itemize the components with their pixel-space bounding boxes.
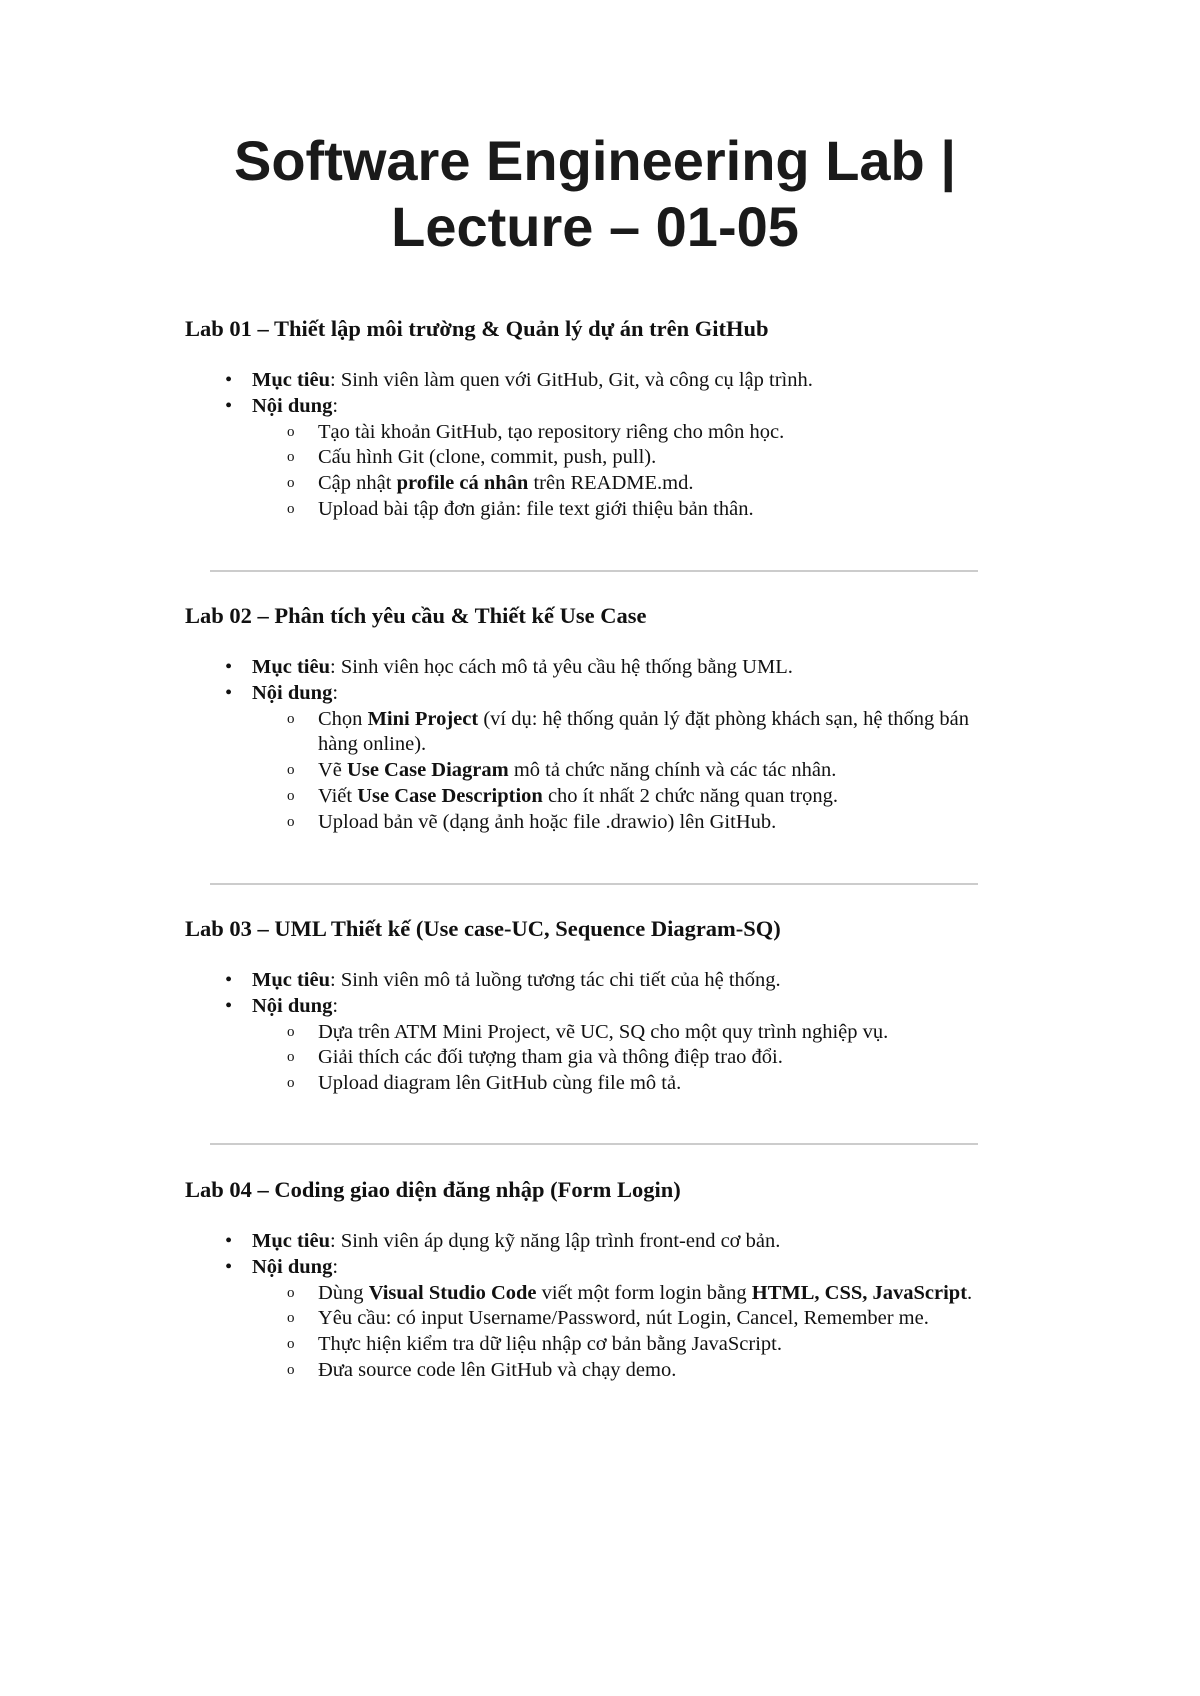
content-label: Nội dung bbox=[252, 394, 333, 417]
content-subitem bbox=[185, 471, 1005, 497]
content-item bbox=[185, 1255, 1005, 1281]
content-subitem bbox=[185, 784, 1005, 810]
goal-label: Mục tiêu bbox=[252, 656, 330, 678]
goal-item bbox=[185, 968, 1005, 994]
goal-label: Mục tiêu bbox=[252, 969, 330, 991]
lab-02-section bbox=[185, 603, 1005, 836]
content-colon: : bbox=[332, 1255, 339, 1278]
content-subitem bbox=[185, 707, 1005, 759]
content-colon: : bbox=[332, 394, 339, 417]
content-colon: : bbox=[332, 681, 339, 704]
text: Cấu hình Git (clone, commit, push, pull). bbox=[318, 446, 657, 469]
text: Upload bản vẽ (dạng ảnh hoặc file .drawio) lên GitHub. bbox=[318, 810, 777, 833]
goal-item bbox=[185, 655, 1005, 681]
content-subitem bbox=[185, 1332, 1005, 1358]
text: Dùng bbox=[318, 1281, 369, 1304]
text: Viết bbox=[318, 784, 358, 807]
lab-heading: Lab 01 – Thiết lập môi trường & Quản lý dự án trên GitHub bbox=[185, 316, 769, 341]
divider bbox=[210, 883, 978, 885]
goal-label: Mục tiêu bbox=[252, 1230, 330, 1252]
content-subitem bbox=[185, 445, 1005, 471]
content-colon: : bbox=[332, 994, 339, 1017]
divider bbox=[210, 570, 978, 572]
content-label: Nội dung bbox=[252, 1255, 333, 1278]
text: Upload diagram lên GitHub cùng file mô tả. bbox=[318, 1072, 682, 1095]
content-subitem bbox=[185, 1281, 1005, 1307]
content-subitem bbox=[185, 1358, 1005, 1384]
lab-04-section bbox=[185, 1177, 1005, 1384]
text: Thực hiện kiểm tra dữ liệu nhập cơ bản bằng JavaScript. bbox=[318, 1333, 782, 1356]
goal-item bbox=[185, 368, 1005, 394]
text: (ví dụ: hệ thống quản lý đặt phòng khách sạn, hệ thống bán hàng online). bbox=[318, 707, 969, 756]
bold-text: Use Case Description bbox=[357, 784, 543, 807]
lab-03-section bbox=[185, 916, 1005, 1097]
text: Giải thích các đối tượng tham gia và thông điệp trao đổi. bbox=[318, 1046, 783, 1069]
bold-text: profile cá nhân bbox=[396, 472, 529, 495]
goal-text: : Sinh viên làm quen với GitHub, Git, và công cụ lập trình. bbox=[330, 369, 813, 391]
text: cho ít nhất 2 chức năng quan trọng. bbox=[542, 784, 839, 807]
text: Dựa trên ATM Mini Project, vẽ UC, SQ cho một quy trình nghiệp vụ. bbox=[318, 1020, 889, 1043]
content-subitem bbox=[185, 810, 1005, 836]
text: mô tả chức năng chính và các tác nhân. bbox=[508, 759, 837, 782]
content-label: Nội dung bbox=[252, 994, 333, 1017]
text: Chọn bbox=[318, 707, 368, 730]
lab-01-section bbox=[185, 316, 1005, 523]
content-subitem bbox=[185, 1045, 1005, 1071]
goal-text: : Sinh viên áp dụng kỹ năng lập trình front-end cơ bản. bbox=[330, 1230, 781, 1252]
bold-text: Mini Project bbox=[367, 707, 479, 730]
lab-heading: Lab 04 – Coding giao diện đăng nhập (Form Login) bbox=[185, 1177, 681, 1202]
content-subitem bbox=[185, 1071, 1005, 1097]
bold-text: Use Case Diagram bbox=[347, 759, 509, 782]
text: viết một form login bằng bbox=[536, 1281, 752, 1304]
content-subitem bbox=[185, 758, 1005, 784]
text: Vẽ bbox=[318, 759, 348, 782]
content-item bbox=[185, 994, 1005, 1020]
divider bbox=[210, 1143, 978, 1145]
content-subitem bbox=[185, 497, 1005, 523]
lab-bullet-list bbox=[185, 1229, 1005, 1384]
goal-label: Mục tiêu bbox=[252, 369, 330, 391]
text: Upload bài tập đơn giản: file text giới thiệu bản thân. bbox=[318, 497, 754, 520]
lab-heading: Lab 02 – Phân tích yêu cầu & Thiết kế Use Case bbox=[185, 603, 647, 628]
content-subitem bbox=[185, 420, 1005, 446]
content-item bbox=[185, 394, 1005, 420]
content-item bbox=[185, 681, 1005, 707]
content-label: Nội dung bbox=[252, 681, 333, 704]
lab-bullet-list bbox=[185, 368, 1005, 523]
text: Yêu cầu: có input Username/Password, nút Login, Cancel, Remember me. bbox=[318, 1307, 929, 1330]
text: Cập nhật bbox=[318, 472, 397, 495]
goal-text: : Sinh viên mô tả luồng tương tác chi tiết của hệ thống. bbox=[330, 969, 781, 991]
text: . bbox=[967, 1281, 973, 1304]
bold-text: HTML, CSS, JavaScript bbox=[751, 1281, 968, 1304]
text: Tạo tài khoản GitHub, tạo repository riêng cho môn học. bbox=[318, 420, 785, 443]
content-subitem bbox=[185, 1306, 1005, 1332]
text: Đưa source code lên GitHub và chạy demo. bbox=[318, 1358, 677, 1381]
goal-text: : Sinh viên học cách mô tả yêu cầu hệ thống bằng UML. bbox=[330, 656, 793, 678]
lab-bullet-list bbox=[185, 968, 1005, 1097]
text: trên README.md. bbox=[528, 472, 694, 495]
title-line-1: Software Engineering Lab | bbox=[234, 129, 956, 192]
bold-text: Visual Studio Code bbox=[368, 1281, 537, 1304]
page-title bbox=[0, 128, 1190, 260]
goal-item bbox=[185, 1229, 1005, 1255]
title-line-2: Lecture – 01-05 bbox=[391, 195, 799, 258]
lab-heading: Lab 03 – UML Thiết kế (Use case-UC, Sequence Diagram-SQ) bbox=[185, 916, 781, 941]
lab-bullet-list bbox=[185, 655, 1005, 836]
content-subitem bbox=[185, 1020, 1005, 1046]
